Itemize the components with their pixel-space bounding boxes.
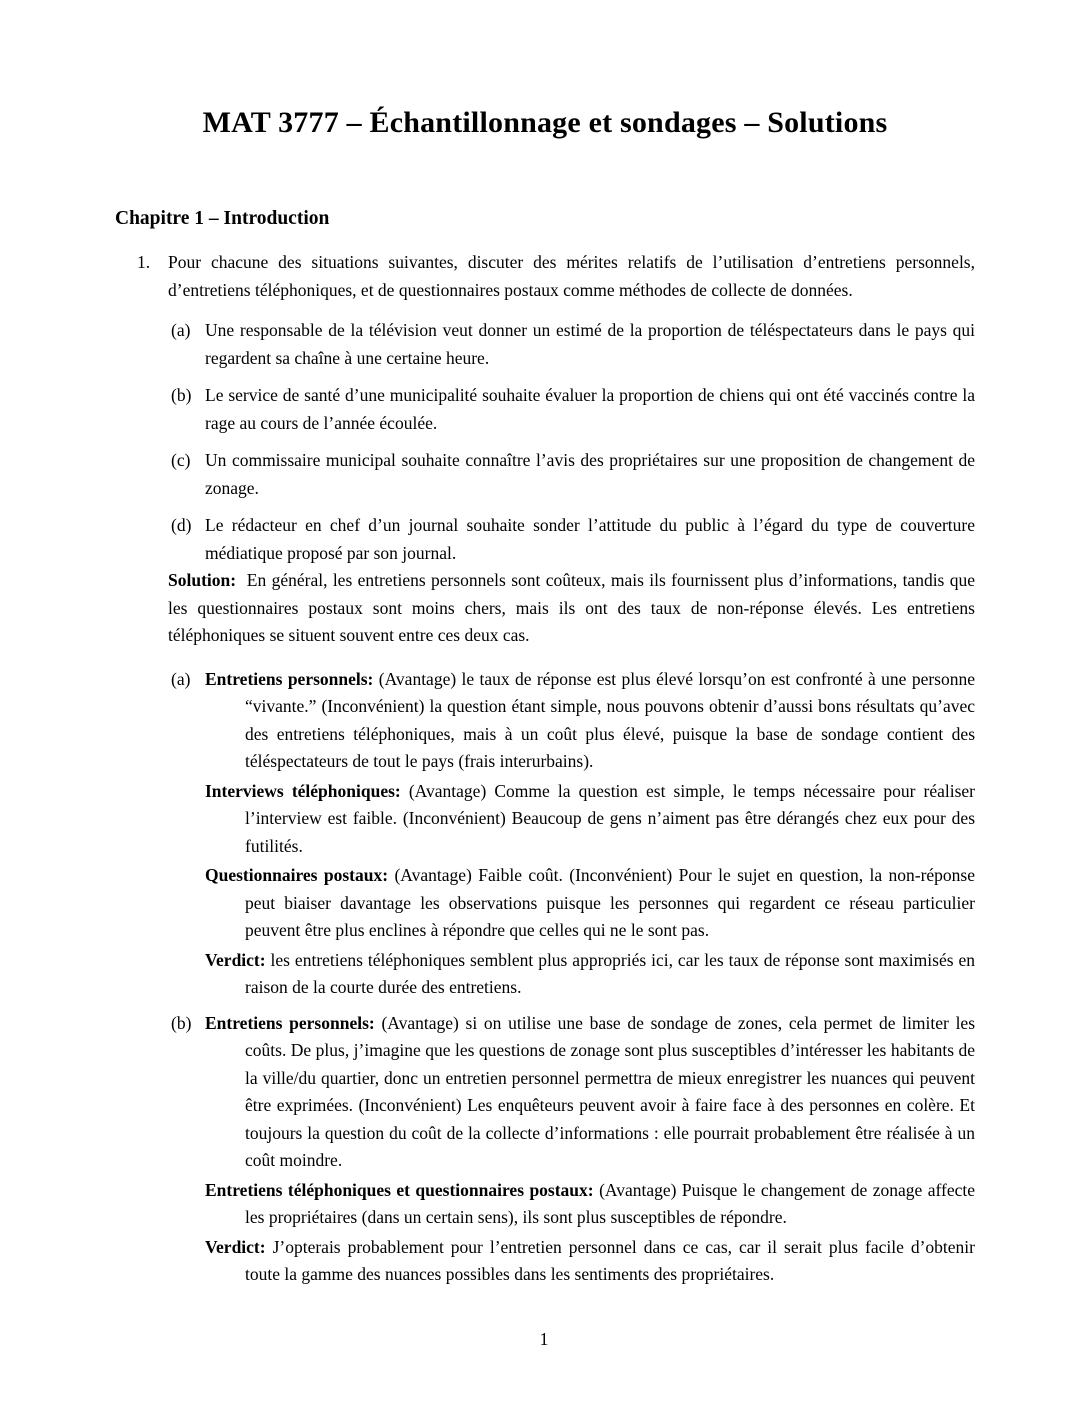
situation-item-c-text: Un commissaire municipal souhaite connaître l’avis des propriétaires sur une proposition de changement de zonage. — [205, 450, 975, 498]
entry-term: Interviews téléphoniques: — [205, 780, 401, 801]
solution-part-a-entries — [205, 666, 975, 1002]
solution-entry — [205, 947, 975, 1002]
entry-term: Entretiens personnels: — [205, 1012, 375, 1033]
solution-part-b-label: (b) — [171, 1012, 192, 1033]
situation-item-a — [168, 317, 975, 372]
problem-1-body — [168, 249, 975, 1289]
solution-entry — [205, 666, 975, 776]
solution-paragraph — [168, 567, 975, 650]
page-number: 1 — [539, 1328, 549, 1349]
chapter-heading: Chapitre 1 – Introduction — [115, 208, 330, 229]
entry-term: Entretiens téléphoniques et questionnaires postaux: — [205, 1179, 594, 1200]
solution-entry — [205, 1177, 975, 1232]
entry-text: (Avantage) Comme la question est simple, le temps nécessaire pour réaliser l’interview est faible. (Inconvénient) Beaucoup de gens n’aiment pas être dérangés chez eux pour des futilités. — [245, 780, 976, 856]
entry-text: (Avantage) si on utilise une base de sondage de zones, cela permet de limiter les coûts. De plus, j’imagine que les questions de zonage sont plus susceptibles d’intéresser les habitants de la ville/du quartier, donc un entretien personnel permettra de mieux enregistrer les nuances qui peuvent être exprimées. (Inconvénient) Les enquêteurs peuvent avoir à faire face à des personnes en colère. Et toujours la question du coût de la collecte d’informations : elle pourrait probablement être réalisée à un coût moindre. — [245, 1012, 976, 1170]
entry-text: (Avantage) Faible coût. (Inconvénient) Pour le sujet en question, la non-réponse peut biaiser davantage les observations puisque les personnes qui regardent ce réseau particulier peuvent être plus enclines à répondre que celles qui ne le sont pas. — [245, 865, 976, 940]
problem-1-intro: Pour chacune des situations suivantes, discuter des mérites relatifs de l’utilisation d’entretiens personnels, d’entretiens téléphoniques, et de questionnaires postaux comme méthodes de collecte de données. — [168, 252, 975, 300]
situation-item-d-label: (d) — [171, 515, 192, 535]
solution-entry — [205, 778, 975, 861]
solution-part-b-entries — [205, 1010, 975, 1289]
entry-text: J’opterais probablement pour l’entretien personnel dans ce cas, car il serait plus facile d’obtenir toute la gamme des nuances possibles dans les sentiments des propriétaires. — [245, 1236, 976, 1284]
situation-item-b-text: Le service de santé d’une municipalité souhaite évaluer la proportion de chiens qui ont été vaccinés contre la rage au cours de l’année écoulée. — [205, 385, 975, 433]
entry-text: les entretiens téléphoniques semblent plus appropriés ici, car les taux de réponse sont maximisés en raison de la courte durée des entretiens. — [245, 949, 975, 997]
situation-item-a-label: (a) — [171, 320, 191, 340]
solution-part-a — [168, 666, 975, 1002]
situation-item-c-label: (c) — [171, 450, 191, 470]
situation-item-a-text: Une responsable de la télévision veut donner un estimé de la proportion de téléspectateurs dans le pays qui regardent sa chaîne à une certaine heure. — [205, 320, 975, 368]
entry-term: Verdict: — [205, 949, 266, 970]
solution-entry — [205, 862, 975, 945]
situation-item-b — [168, 382, 975, 437]
problem-1-number: 1. — [137, 252, 151, 272]
problem-1 — [115, 249, 975, 1289]
situation-item-d-text: Le rédacteur en chef d’un journal souhaite sonder l’attitude du public à l’égard du type de couverture médiatique proposé par son journal. — [205, 515, 975, 563]
solution-part-b — [168, 1010, 975, 1289]
solution-entry — [205, 1234, 975, 1289]
page-title: MAT 3777 – Échantillonnage et sondages – Solutions — [202, 106, 888, 139]
entry-text: (Avantage) le taux de réponse est plus élevé lorsqu’on est confronté à une personne “vivante.” (Inconvénient) la question étant simple, nous pouvons obtenir d’aussi bons résultats qu’avec des entretiens téléphoniques, mais à un coût plus élevé, puisque la base de sondage contient des téléspectateurs de tout le pays (frais interurbains). — [245, 668, 975, 771]
solution-label: Solution: — [168, 570, 237, 590]
situation-item-c — [168, 447, 975, 502]
entry-term: Questionnaires postaux: — [205, 865, 389, 885]
entry-term: Verdict: — [205, 1236, 266, 1257]
solution-entry — [205, 1010, 975, 1175]
situation-item-b-label: (b) — [171, 385, 192, 405]
solution-intro-text: En général, les entretiens personnels sont coûteux, mais ils fournissent plus d’informations, tandis que les questionnaires postaux sont moins chers, mais ils ont des taux de non-réponse élevés. Les entretiens téléphoniques se situent souvent entre ces deux cas. — [168, 570, 975, 645]
entry-text: (Avantage) Puisque le changement de zonage affecte les propriétaires (dans un certain sens), ils sont plus susceptibles de répondre. — [245, 1179, 975, 1227]
entry-term: Entretiens personnels: — [205, 668, 374, 689]
situation-item-d — [168, 512, 975, 567]
solution-part-a-label: (a) — [171, 668, 191, 689]
